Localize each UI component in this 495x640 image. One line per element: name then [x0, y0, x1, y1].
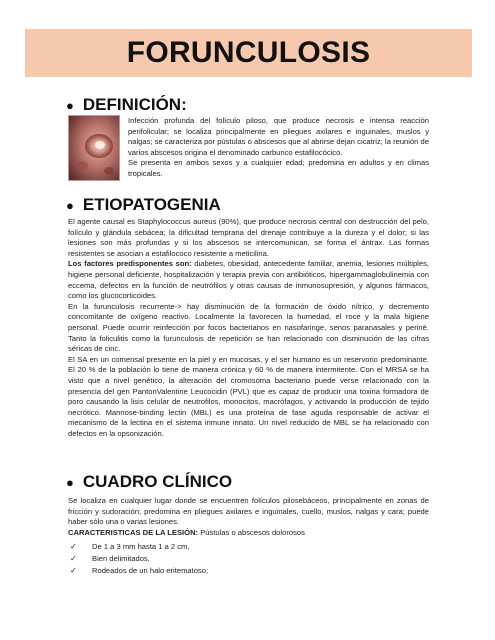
lesion-characteristics-label: CARACTERISTICAS DE LA LESIÓN:: [68, 527, 199, 537]
definicion-paragraph-1: Infección profunda del folículo piloso, que produce necrosis e intensa reacción perifolicular; se localiza principalmente en pliegues axilares e inguinales, muslos y nalgas; se caracteriza por pústulas o abscesos que al abrirse dejan cicatriz; la reunión de varios abscesos origina el denominado carbunco estafilocócico.: [128, 116, 429, 157]
cuadro-text: [68, 496, 429, 538]
factors-text: diabetes, obesidad, antecedente familiar, anemia, lesiones múltiples, higiene personal deficiente, hospitalización y terapia previa con antibióticos, hipergammaglobulinemia con eccema, defectos en la función de neutrófilos y otras causas de inmunosupresión, y algunos fármacos, como los glucocorticoides.: [68, 259, 430, 301]
list-item: [70, 541, 208, 553]
section-heading-cuadro-clinico: [66, 472, 232, 492]
section-heading-definicion: [66, 95, 187, 115]
list-item: [70, 553, 208, 565]
lesion-photo: [68, 115, 120, 181]
etiopatogenia-paragraph-1: El agente causal es Staphylococcus aureus (90%), que produce necrosis central con destrucción del pelo, folículo y glándula sebácea; la dificultad temprana del drenaje contribuye a la dureza y el dolor; si las lesiones son más profundas y si los abscesos se intercomunican, se forma el ántrax. Las formas resistentes se asocian a estafilococo resistente a meticilina.: [68, 217, 429, 258]
check-icon: ✓: [70, 565, 77, 575]
lesion-photo-image: [69, 116, 120, 181]
factors-label: Los factores predisponentes son:: [68, 259, 192, 269]
etiopatogenia-paragraph-4: El SA en un comensal presente en la piel y en mucosas, y el ser humano es un reservorio predominante. El 20 % de la población lo tiene de manera crónica y 60 % de manera intermitente. Con el MRSA se ha visto que a nivel genético, la alteración del cromosoma bacteriano puede verse relacionado con la presencia del gen PantonValentine Leucocidin (PVL) que es capaz de producir una toxina formadora de poro causando la lisis celular de neutrofilos, monocitos, macrófagos, y activando la producción de tejido necrótico. Mannose-binding lectin (MBL) es una proteína de fase aguda responsable de activar el mecanismo de la lectina en el sistema inmune innato. Un nivel reducido de MBL se ha relacionado con defectos en la opsonización.: [68, 354, 429, 438]
heading-text: CUADRO CLÍNICO: [82, 472, 233, 491]
heading-text: ETIOPATOGENIA: [82, 195, 221, 214]
list-item-text: Bien delimitados,: [92, 553, 150, 563]
lesion-characteristics-text: Pústulas o abscesos dolorosos: [198, 527, 305, 537]
check-icon: ✓: [70, 553, 77, 563]
etiopatogenia-paragraph-3: En la furunculosis recurrente-> hay disminución de la formación de óxido nítrico, y decremento concomitante de oxígeno reactivo. Localmente la favorecen la humedad, el roce y la mala higiene personal. Puede ocurrir reinfección por focos bacterianos en nasofaringe, senos paranasales y periné. Tanto la foliculitis como la furunculosis de repetición se han relacionado con disminución de las cifras séricas de cinc.: [68, 301, 429, 354]
bullet-icon: ●: [66, 97, 74, 113]
etiopatogenia-text: [68, 217, 429, 439]
list-item-text: De 1 a 3 mm hasta 1 a 2 cm,: [92, 542, 190, 551]
etiopatogenia-paragraph-2: [68, 259, 429, 301]
check-icon: ✓: [70, 542, 77, 551]
cuadro-paragraph-1: Se localiza en cualquier lugar donde se encuentren folículos pilosebáceos, principalmente en zonas de fricción y sudoración; predomina en pliegues axilares e inguinales, cuello, muslos, nalgas y cara; puede haber sólo una o varias lesiones.: [68, 496, 429, 527]
cuadro-paragraph-2: [68, 528, 429, 539]
bullet-icon: ●: [66, 197, 74, 213]
bullet-icon: ●: [66, 474, 74, 490]
heading-text: DEFINICIÓN:: [82, 95, 187, 114]
page-title: FORUNCULOSIS: [126, 36, 371, 69]
list-item-text: Rodeados de un halo eritematoso;: [92, 565, 209, 575]
definicion-paragraph-2: Se presenta en ambos sexos y a cualquier edad; predomina en adultos y en climas tropicales.: [128, 158, 429, 178]
section-heading-etiopatogenia: [66, 195, 221, 215]
title-banner: [25, 29, 472, 77]
definicion-text: [128, 116, 429, 180]
list-item: [70, 565, 208, 577]
lesion-characteristics-list: [70, 541, 208, 576]
